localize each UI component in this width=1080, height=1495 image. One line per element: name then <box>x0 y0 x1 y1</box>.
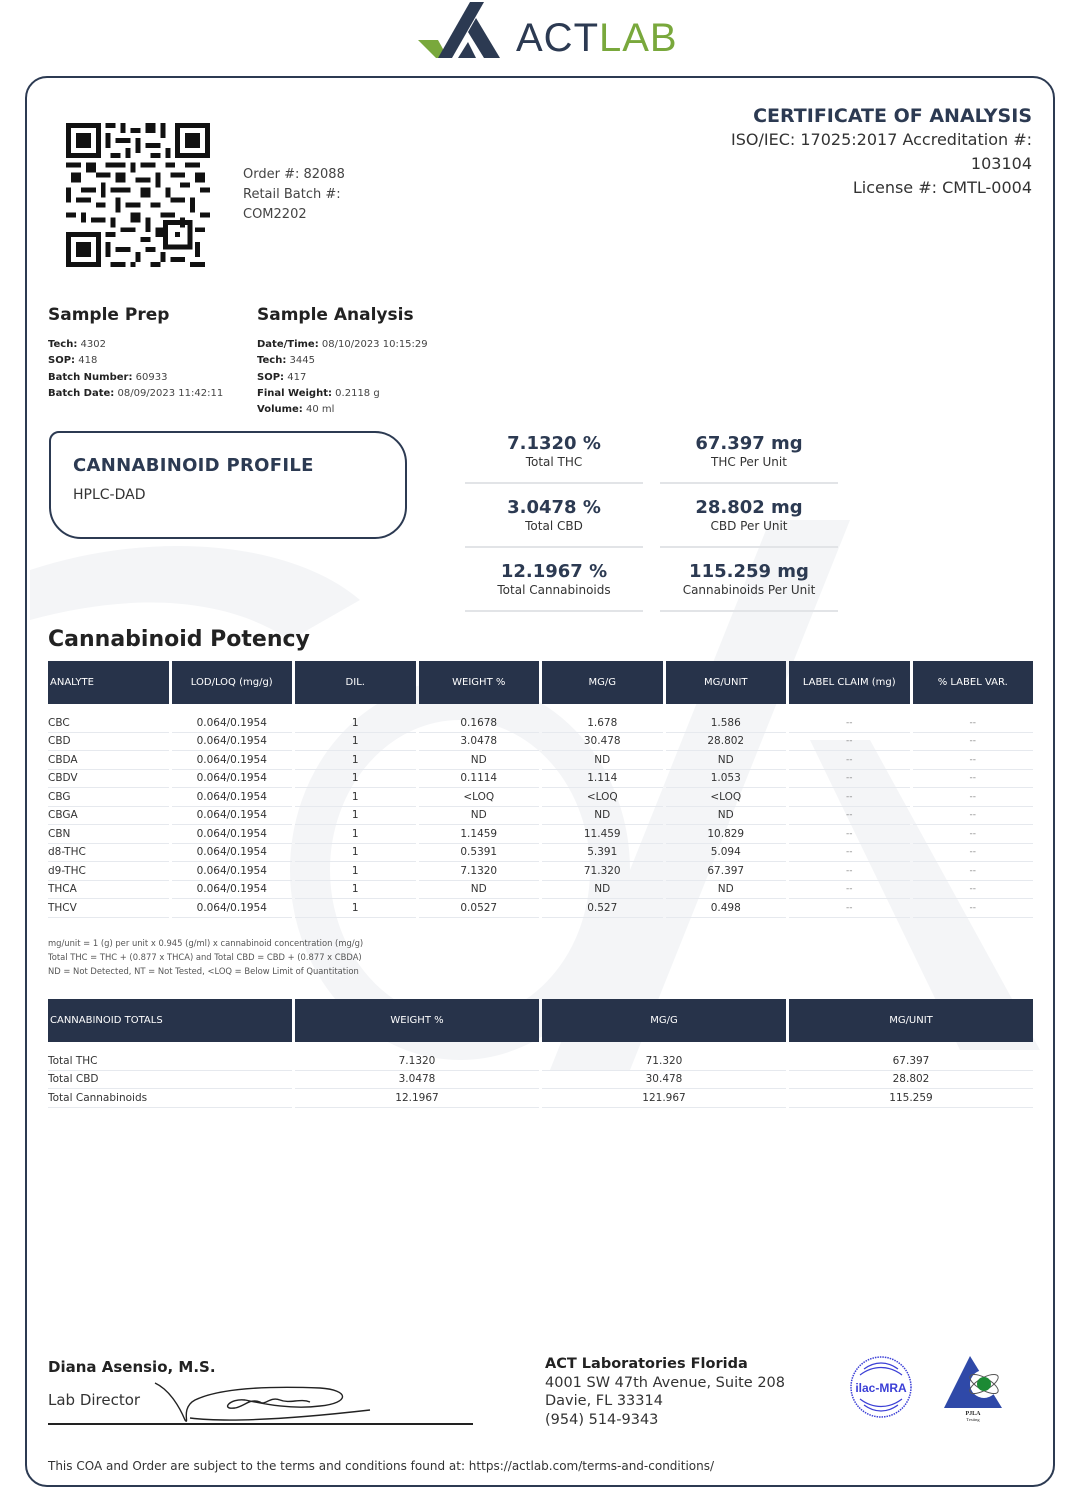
table-cell: 1 <box>295 899 416 918</box>
table-notes <box>48 936 363 978</box>
field-value: 3445 <box>289 355 315 367</box>
field-value: 08/10/2023 10:15:29 <box>321 339 428 350</box>
prep-tech <box>48 337 223 353</box>
retail-batch-label: Retail Batch #: <box>243 187 341 202</box>
analysis-datetime <box>257 337 428 353</box>
table-cell: -- <box>913 770 1034 789</box>
stat-label: CBD Per Unit <box>710 519 788 533</box>
field-value: 08/09/2023 11:42:11 <box>117 387 224 399</box>
table-cell: 0.064/0.1954 <box>172 899 293 918</box>
table-cell: CBN <box>48 825 169 844</box>
retail-batch-value: COM2202 <box>243 207 307 222</box>
stat-value: 7.1320 % <box>507 433 601 454</box>
field-label: Date/Time: <box>257 339 319 350</box>
analysis-final-weight <box>257 386 428 402</box>
table-cell: -- <box>789 825 910 844</box>
table-cell: 1 <box>295 751 416 770</box>
table-cell: 1.586 <box>666 714 787 733</box>
field-label: Volume: <box>257 404 303 416</box>
table-cell: CBD <box>48 733 169 752</box>
stat-value: 12.1967 % <box>500 561 608 582</box>
field-value: 4302 <box>80 339 106 350</box>
column-header: WEIGHT % <box>295 999 539 1042</box>
table-cell: -- <box>789 714 910 733</box>
table-row <box>48 788 1033 807</box>
table-cell: -- <box>789 862 910 881</box>
table-cell: 0.064/0.1954 <box>172 733 293 752</box>
table-cell: CBGA <box>48 807 169 826</box>
table-row <box>48 825 1033 844</box>
certificate-title: CERTIFICATE OF ANALYSIS <box>753 105 1032 127</box>
field-label: Batch Date: <box>48 387 115 399</box>
cannabinoid-profile-box <box>49 431 407 539</box>
totals-table <box>45 999 1036 1108</box>
column-header: WEIGHT % <box>419 661 540 704</box>
column-header: MG/UNIT <box>789 999 1033 1042</box>
table-cell: Total CBD <box>48 1071 292 1090</box>
table-cell: 1.1459 <box>419 825 540 844</box>
table-cell: THCV <box>48 899 169 918</box>
table-cell: ND <box>542 807 663 826</box>
table-cell: <LOQ <box>419 788 540 807</box>
lab-address <box>545 1355 785 1429</box>
spacer-row <box>48 704 1033 714</box>
table-cell: ND <box>419 751 540 770</box>
license-number: License #: CMTL-0004 <box>852 178 1032 197</box>
field-value: 418 <box>78 355 98 367</box>
accreditation-line: ISO/IEC: 17025:2017 Accreditation #: <box>731 130 1032 149</box>
field-label: SOP: <box>257 371 285 383</box>
accreditation-number: 103104 <box>970 154 1032 173</box>
logo-wordmark <box>516 16 678 60</box>
seal2-sub: Testing <box>966 1417 980 1422</box>
profile-title: CANNABINOID PROFILE <box>73 455 314 476</box>
stat-label: Total CBD <box>525 519 583 533</box>
table-cell: 30.478 <box>542 1071 786 1090</box>
stat-label: Total THC <box>525 455 583 469</box>
table-cell: 28.802 <box>666 733 787 752</box>
signature-line <box>48 1423 473 1425</box>
table-cell: -- <box>913 714 1034 733</box>
table-cell: 0.498 <box>666 899 787 918</box>
table-cell: 0.064/0.1954 <box>172 751 293 770</box>
table-cell: Total Cannabinoids <box>48 1089 292 1108</box>
table-cell: 0.064/0.1954 <box>172 881 293 900</box>
signature-icon <box>150 1378 380 1428</box>
stat-total-cannabinoids <box>465 558 643 612</box>
table-cell: 5.094 <box>666 844 787 863</box>
column-header: CANNABINOID TOTALS <box>48 999 292 1042</box>
table-cell: 1 <box>295 862 416 881</box>
table-cell: 71.320 <box>542 1052 786 1071</box>
table-cell: 0.064/0.1954 <box>172 788 293 807</box>
table-cell: 0.1114 <box>419 770 540 789</box>
table-cell: 7.1320 <box>419 862 540 881</box>
analysis-volume <box>257 402 428 418</box>
table-cell: 0.064/0.1954 <box>172 770 293 789</box>
table-row <box>48 751 1033 770</box>
lab-name: ACT Laboratories Florida <box>545 1356 748 1372</box>
table-cell: 1 <box>295 807 416 826</box>
table-cell: 1.053 <box>666 770 787 789</box>
address-line2: Davie, FL 33314 <box>545 1393 663 1409</box>
table-cell: -- <box>789 881 910 900</box>
table-cell: -- <box>913 807 1034 826</box>
sample-analysis-title: Sample Analysis <box>257 305 414 325</box>
seal1-text: ilac-MRA <box>855 1381 907 1395</box>
table-cell: 1.114 <box>542 770 663 789</box>
field-label: Final Weight: <box>257 387 332 399</box>
signer-name: Diana Asensio, M.S. <box>48 1358 216 1376</box>
table-cell: 67.397 <box>789 1052 1033 1071</box>
table-cell: 0.1678 <box>419 714 540 733</box>
certificate-header <box>731 104 1032 200</box>
table-cell: -- <box>789 788 910 807</box>
table-cell: 12.1967 <box>295 1089 539 1108</box>
spacer-row <box>48 1042 1033 1052</box>
table-cell: -- <box>789 807 910 826</box>
field-label: Batch Number: <box>48 371 133 383</box>
seal2-text: PJLA <box>965 1411 981 1417</box>
table-cell: 0.064/0.1954 <box>172 714 293 733</box>
table-cell: 121.967 <box>542 1089 786 1108</box>
table-cell: 1.678 <box>542 714 663 733</box>
table-cell: -- <box>789 844 910 863</box>
table-row <box>48 714 1033 733</box>
table-cell: -- <box>913 751 1034 770</box>
field-value: 40 ml <box>306 404 335 416</box>
column-header: LABEL CLAIM (mg) <box>789 661 910 704</box>
table-cell: d9-THC <box>48 862 169 881</box>
potency-title: Cannabinoid Potency <box>48 627 310 652</box>
table-row <box>48 844 1033 863</box>
table-cell: CBG <box>48 788 169 807</box>
table-cell: -- <box>913 862 1034 881</box>
table-cell: 1 <box>295 770 416 789</box>
table-cell: -- <box>789 899 910 918</box>
actlab-logo <box>418 2 698 62</box>
analysis-tech <box>257 353 428 369</box>
prep-batch-date <box>48 386 223 402</box>
logo-act: ACT <box>516 16 599 60</box>
table-row <box>48 770 1033 789</box>
table-cell: ND <box>542 881 663 900</box>
table-cell: 71.320 <box>542 862 663 881</box>
stat-total-cbd <box>465 494 643 548</box>
table-cell: CBDA <box>48 751 169 770</box>
table-cell: 0.064/0.1954 <box>172 807 293 826</box>
field-value: 60933 <box>135 371 168 383</box>
stat-value: 67.397 mg <box>695 433 803 454</box>
pjla-seal-icon <box>942 1354 1008 1422</box>
table-cell: 1 <box>295 844 416 863</box>
address-line1: 4001 SW 47th Avenue, Suite 208 <box>545 1374 786 1391</box>
table-cell: 10.829 <box>666 825 787 844</box>
column-header: LOD/LOQ (mg/g) <box>172 661 293 704</box>
logo-mark-icon <box>418 2 518 62</box>
table-cell: 1 <box>295 825 416 844</box>
table-cell: ND <box>419 881 540 900</box>
table-cell: d8-THC <box>48 844 169 863</box>
logo-lab: LAB <box>599 16 678 60</box>
table-cell: 1 <box>295 788 416 807</box>
table-cell: ND <box>666 881 787 900</box>
table-cell: 1 <box>295 714 416 733</box>
table-cell: THCA <box>48 881 169 900</box>
stat-cannabinoids-per-unit <box>660 558 838 612</box>
table-cell: 3.0478 <box>295 1071 539 1090</box>
stat-value: 3.0478 % <box>507 497 601 518</box>
analysis-sop <box>257 370 428 386</box>
column-header: ANALYTE <box>48 661 169 704</box>
table-cell: 5.391 <box>542 844 663 863</box>
table-cell: -- <box>913 733 1034 752</box>
field-value: 417 <box>287 371 307 383</box>
table-cell: <LOQ <box>542 788 663 807</box>
table-cell: 7.1320 <box>295 1052 539 1071</box>
sample-analysis-fields <box>257 337 428 418</box>
ilac-mra-seal-icon <box>848 1355 914 1419</box>
table-row <box>48 1052 1033 1071</box>
note-total-formula: Total THC = THC + (0.877 x THCA) and Total CBD = CBD + (0.877 x CBDA) <box>48 952 362 962</box>
table-cell: 0.064/0.1954 <box>172 844 293 863</box>
table-cell: 3.0478 <box>419 733 540 752</box>
order-number: Order #: 82088 <box>243 167 345 182</box>
potency-table <box>45 661 1036 918</box>
table-cell: -- <box>913 881 1034 900</box>
table-cell: -- <box>789 751 910 770</box>
table-cell: -- <box>913 825 1034 844</box>
table-cell: 1 <box>295 733 416 752</box>
table-cell: 0.064/0.1954 <box>172 862 293 881</box>
note-mg-unit: mg/unit = 1 (g) per unit x 0.945 (g/ml) x cannabinoid concentration (mg/g) <box>48 938 364 948</box>
column-header: MG/G <box>542 661 663 704</box>
table-cell: 30.478 <box>542 733 663 752</box>
stat-label: Cannabinoids Per Unit <box>682 583 816 597</box>
field-label: SOP: <box>48 355 76 367</box>
terms-notice: This COA and Order are subject to the terms and conditions found at: https://actlab.com/terms-and-conditions/ <box>48 1459 715 1473</box>
table-cell: 0.064/0.1954 <box>172 825 293 844</box>
table-row <box>48 881 1033 900</box>
table-cell: Total THC <box>48 1052 292 1071</box>
table-cell: CBC <box>48 714 169 733</box>
field-value: 0.2118 g <box>335 387 380 399</box>
column-header: DIL. <box>295 661 416 704</box>
table-row <box>48 862 1033 881</box>
table-row <box>48 899 1033 918</box>
table-cell: CBDV <box>48 770 169 789</box>
table-cell: 0.0527 <box>419 899 540 918</box>
order-info <box>243 165 345 225</box>
table-cell: 0.5391 <box>419 844 540 863</box>
table-cell: 28.802 <box>789 1071 1033 1090</box>
table-cell: ND <box>419 807 540 826</box>
profile-method: HPLC-DAD <box>73 487 146 503</box>
stat-label: THC Per Unit <box>711 455 787 469</box>
stat-cbd-per-unit <box>660 494 838 548</box>
stat-label: Total Cannabinoids <box>497 583 611 597</box>
signer-role: Lab Director <box>48 1391 141 1409</box>
note-abbreviations: ND = Not Detected, NT = Not Tested, <LOQ = Below Limit of Quantitation <box>48 966 359 976</box>
column-header: % LABEL VAR. <box>913 661 1034 704</box>
column-header: MG/UNIT <box>666 661 787 704</box>
table-cell: -- <box>913 844 1034 863</box>
table-cell: ND <box>666 751 787 770</box>
column-header: MG/G <box>542 999 786 1042</box>
prep-sop <box>48 353 223 369</box>
table-cell: ND <box>542 751 663 770</box>
qr-code-icon[interactable] <box>66 123 210 267</box>
field-label: Tech: <box>48 339 78 350</box>
lab-phone: (954) 514-9343 <box>545 1411 659 1428</box>
table-cell: -- <box>913 788 1034 807</box>
prep-batch-number <box>48 370 223 386</box>
table-cell: -- <box>913 899 1034 918</box>
field-label: Tech: <box>257 355 287 367</box>
table-cell: ND <box>666 807 787 826</box>
sample-prep-fields <box>48 337 223 402</box>
stat-thc-per-unit <box>660 430 838 484</box>
table-row <box>48 1071 1033 1090</box>
table-cell: 1 <box>295 881 416 900</box>
table-row <box>48 807 1033 826</box>
table-cell: 67.397 <box>666 862 787 881</box>
table-cell: 0.527 <box>542 899 663 918</box>
table-row <box>48 733 1033 752</box>
table-cell: 11.459 <box>542 825 663 844</box>
table-cell: -- <box>789 770 910 789</box>
stat-value: 115.259 mg <box>689 561 809 582</box>
stat-total-thc <box>465 430 643 484</box>
sample-prep-title: Sample Prep <box>48 305 170 325</box>
table-cell: -- <box>789 733 910 752</box>
table-cell: 115.259 <box>789 1089 1033 1108</box>
table-row <box>48 1089 1033 1108</box>
table-cell: <LOQ <box>666 788 787 807</box>
stat-value: 28.802 mg <box>695 497 803 518</box>
